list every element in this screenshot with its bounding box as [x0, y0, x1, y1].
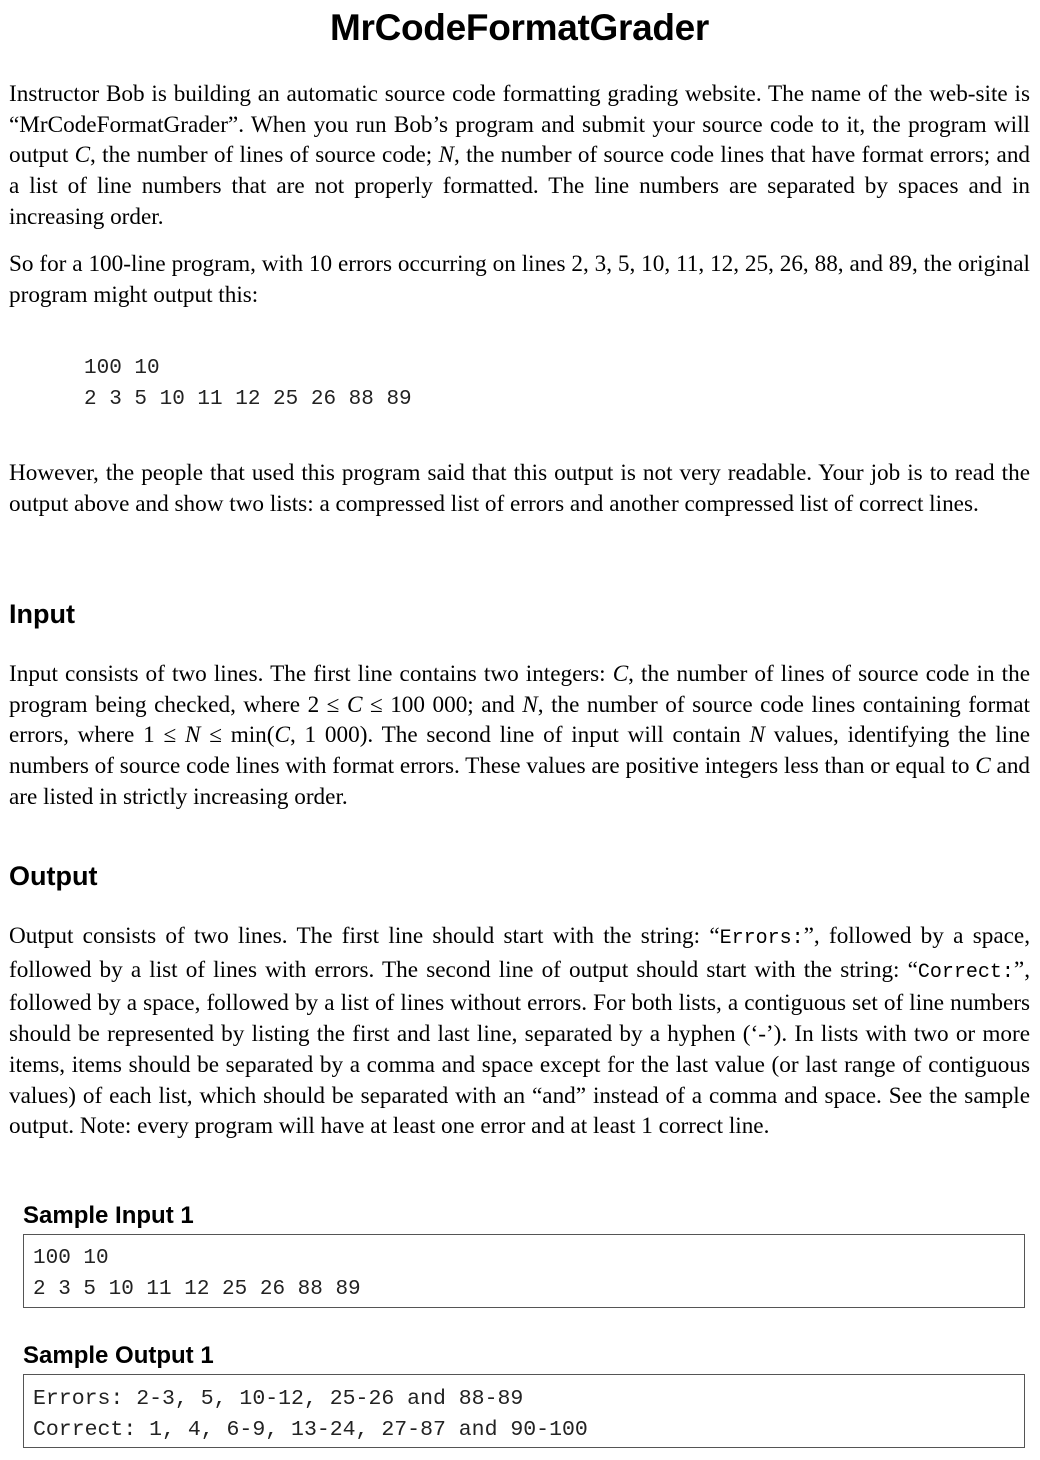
- input-text: values, identifying the line numbers of source code lines with format errors. These values are positive integers less than or equal to: [9, 722, 1030, 780]
- output-text: Output consists of two lines. The first line should start with the string: “: [9, 923, 720, 949]
- input-heading: Input: [9, 599, 75, 629]
- intro-paragraph: [9, 79, 1030, 233]
- var-c: C: [346, 691, 363, 718]
- input-text: ≤ min(: [200, 722, 275, 749]
- var-n: N: [749, 722, 765, 749]
- var-c: C: [975, 753, 991, 780]
- input-paragraph: [9, 659, 1030, 813]
- intro-text-b: , the number of lines of source code;: [90, 142, 439, 169]
- example-intro-paragraph: So for a 100-line program, with 10 errors occurring on lines 2, 3, 5, 10, 11, 12, 25, 26, 88, and 89, the original program might output this:: [9, 251, 1030, 308]
- output-heading: Output: [9, 861, 98, 891]
- input-text: and are listed in strictly increasing order.: [9, 753, 1031, 810]
- input-text: , the number of lines of source code in the program being checked, where 2 ≤: [9, 661, 1031, 718]
- example-line-2: 2 3 5 10 11 12 25 26 88 89: [84, 387, 412, 411]
- sample-output-box: [23, 1374, 1025, 1448]
- intro-text-c: , the number of source code lines that have format errors; and a list of line numbers that are not properly formatted. The line numbers are separated by spaces and in increasing order.: [9, 142, 1031, 230]
- input-text: , the number of source code lines containing format errors, where 1 ≤: [9, 691, 1031, 749]
- var-n: N: [522, 691, 538, 718]
- correct-string: Correct:: [917, 960, 1014, 984]
- var-n: N: [438, 142, 455, 169]
- sample-input-line-1: 100 10: [33, 1247, 109, 1270]
- input-text: Input consists of two lines. The first line contains two integers:: [9, 661, 613, 687]
- sample-input-line-2: 2 3 5 10 11 12 25 26 88 89: [33, 1277, 361, 1301]
- var-c: C: [612, 661, 629, 687]
- output-paragraph: [9, 921, 1030, 1142]
- sample-output-line-1: Errors: 2-3, 5, 10-12, 25-26 and 88-89: [33, 1387, 524, 1411]
- input-text: , 1 000). The second line of input will contain: [289, 722, 750, 749]
- var-c: C: [74, 142, 91, 169]
- output-text: ”, followed by a space, followed by a list of lines without errors. For both lists, a contiguous set of line numbers should be represented by listing the first and last line, separated by a hyphen (‘-’). In lists with two or more items, items should be separated by a comma and space except for the last value (or last range of contiguous values) of each list, which should be separated with an “and” instead of a comma and space. See the sample output. Note: every program will have at least one error and at least 1 correct line.: [9, 956, 1030, 1140]
- var-c: C: [274, 722, 290, 749]
- page-title: MrCodeFormatGrader: [329, 7, 710, 48]
- sample-output-line-2: Correct: 1, 4, 6-9, 13-24, 27-87 and 90-100: [33, 1417, 588, 1442]
- task-paragraph: However, the people that used this program said that this output is not very readable. Your job is to read the output above and show two lists: a compressed list of errors and another compressed list of correct lines.: [9, 460, 1030, 517]
- input-text: ≤ 100 000; and: [362, 691, 523, 718]
- intro-text-a: Instructor Bob is building an automatic source code formatting grading website. The name of the web-site is “MrCodeFormatGrader”. When you run Bob’s program and submit your source code to it, the program will output: [9, 81, 1030, 169]
- example-line-1: 100 10: [84, 357, 160, 380]
- sample-input-box: [23, 1234, 1025, 1308]
- output-text: ”, followed by a space, followed by a list of lines with errors. The second line of output should start with the string: “: [9, 923, 1030, 983]
- errors-string: Errors:: [719, 927, 804, 950]
- example-output-block: [84, 354, 412, 415]
- sample-output-heading: Sample Output 1: [23, 1342, 214, 1369]
- var-n: N: [184, 722, 201, 749]
- sample-input-heading: Sample Input 1: [23, 1202, 194, 1229]
